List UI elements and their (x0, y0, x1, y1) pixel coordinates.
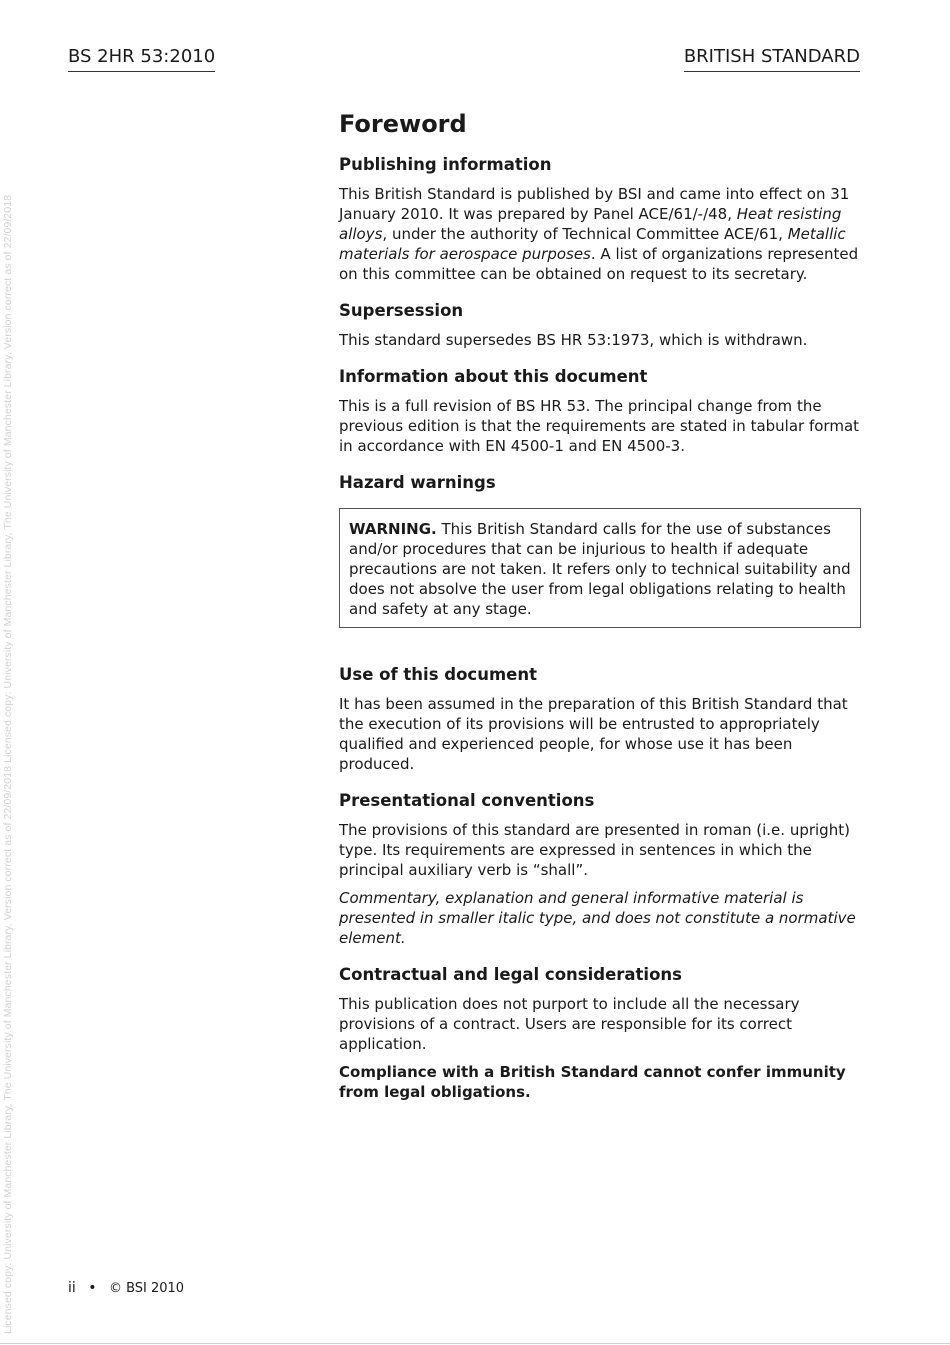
foreword-content (339, 108, 861, 1110)
page-footer (68, 1280, 184, 1296)
information-text: This is a full revision of BS HR 53. The principal change from the previous edition is that the requirements are stated in tabular format in accordance with EN 4500-1 and EN 4500-3. (339, 397, 860, 455)
compliance-statement: Compliance with a British Standard cannot confer immunity from legal obligations. (339, 1063, 846, 1101)
warning-box (339, 508, 861, 628)
warning-text: This British Standard calls for the use of substances and/or procedures that can be injurious to health if adequate precautions are not taken. It refers only to technical suitability and does not absolve the user from legal obligations relating to health and safety at any stage. (349, 520, 851, 618)
use-of-document-heading: Use of this document (339, 665, 537, 684)
license-watermark: Licensed copy: University of Manchester Library, The University of Manchester Library, Version correct as of 22/09/2018 Licensed copy: University of Manchester Library, The University of Manchester Library, Version correct as of 22/09/2018 (2, 194, 14, 1334)
presentational-conventions-text: The provisions of this standard are presented in roman (i.e. upright) type. Its requirements are expressed in sentences in which the principal auxiliary verb is “shall”. (339, 821, 850, 879)
copyright-notice: © BSI 2010 (108, 1281, 185, 1296)
presentational-conventions-heading: Presentational conventions (339, 791, 595, 810)
commentary-note: Commentary, explanation and general informative material is presented in smaller italic type, and does not constitute a normative element. (339, 889, 856, 947)
document-id-header: BS 2HR 53:2010 (68, 46, 215, 72)
page-edge-line (0, 1343, 950, 1344)
warning-label: WARNING. (349, 520, 437, 538)
page-number: ii (68, 1280, 76, 1296)
supersession-heading: Supersession (339, 301, 464, 320)
contractual-heading: Contractual and legal considerations (339, 965, 682, 984)
hazard-warnings-heading: Hazard warnings (339, 473, 496, 492)
information-heading: Information about this document (339, 367, 648, 386)
page-title: Foreword (339, 110, 467, 138)
publishing-information-text: This British Standard is published by BSI and came into effect on 31 January 2010. It was prepared by Panel ACE/61/-/48, Heat resisting alloys, under the authority of Technical Committee ACE/61, Metallic materials for aerospace purposes. A list of organizations represented on this committee can be obtained on request to its secretary. (339, 185, 859, 283)
use-of-document-text: It has been assumed in the preparation of this British Standard that the execution of its provisions will be entrusted to appropriately qualified and experienced people, for whose use it has been produced. (339, 695, 848, 773)
publishing-information-heading: Publishing information (339, 155, 552, 174)
supersession-text: This standard supersedes BS HR 53:1973, which is withdrawn. (339, 331, 808, 349)
contractual-text: This publication does not purport to include all the necessary provisions of a contract. Users are responsible for its correct application. (339, 995, 800, 1053)
british-standard-header: BRITISH STANDARD (684, 46, 860, 72)
footer-bullet: • (88, 1280, 97, 1296)
